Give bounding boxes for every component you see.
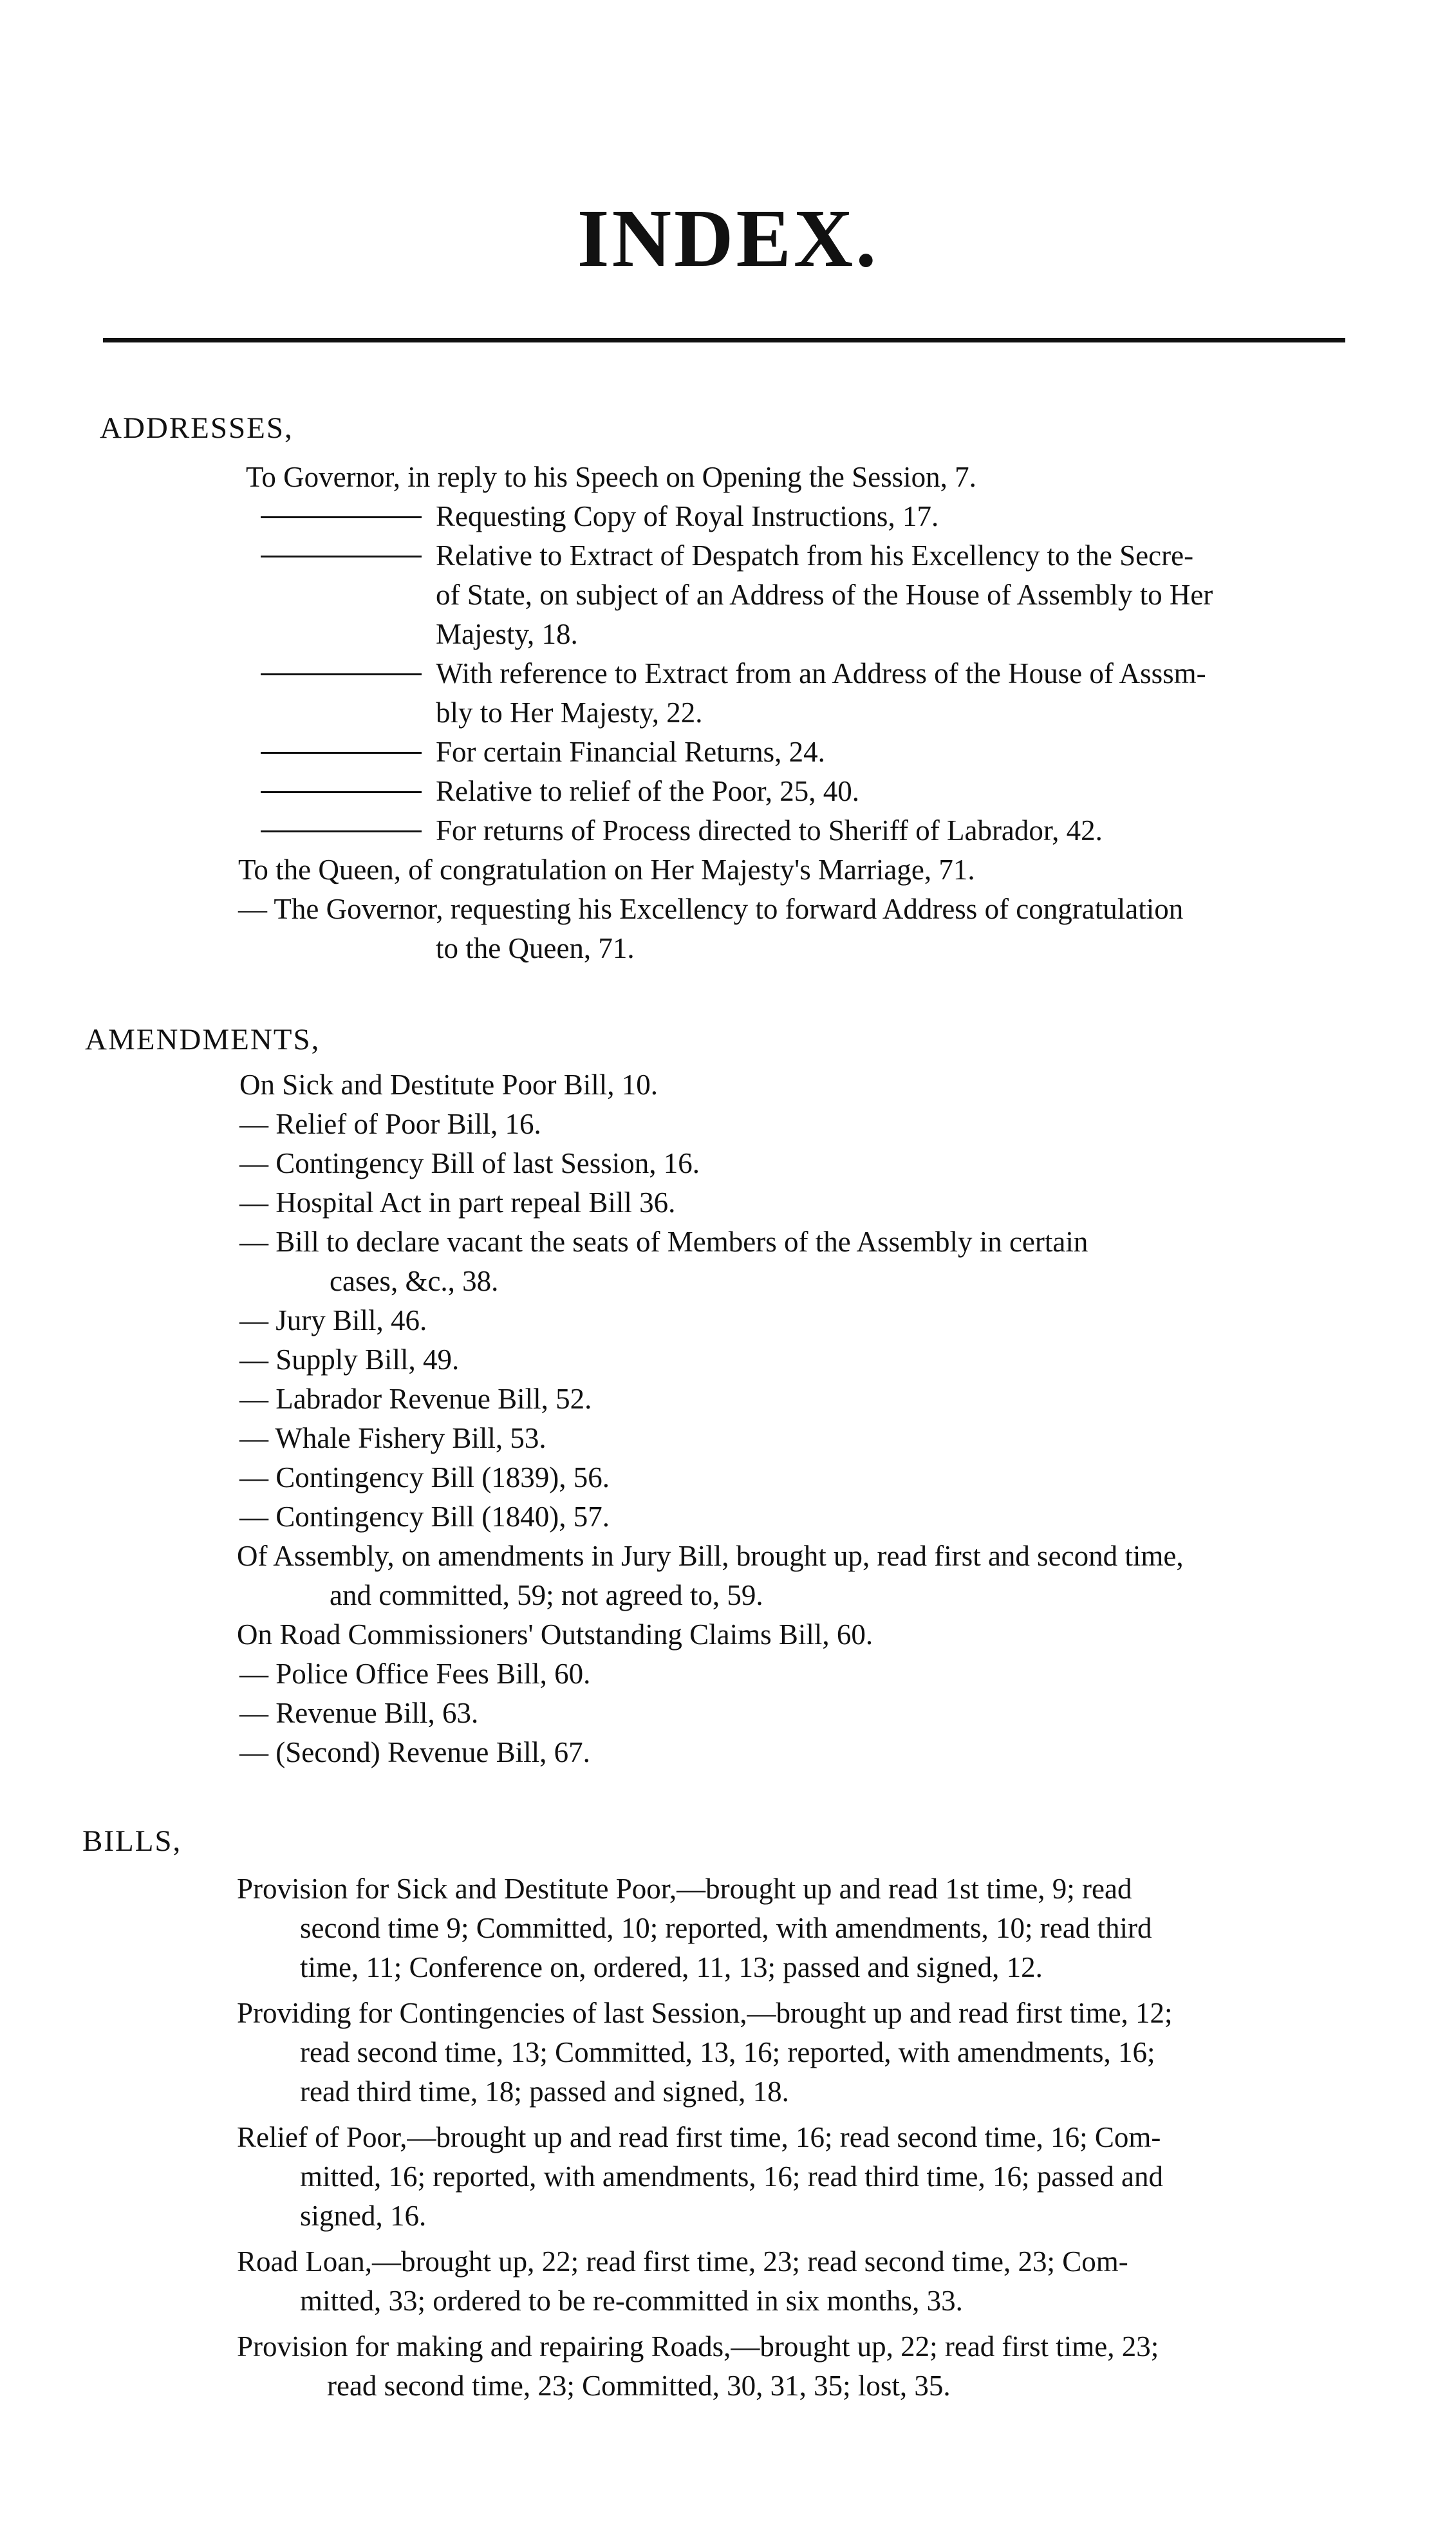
amendment-entry: — Contingency Bill of last Session, 16. — [239, 1147, 700, 1179]
amendment-entry: — Revenue Bill, 63. — [239, 1697, 479, 1729]
address-entry: To Governor, in reply to his Speech on Opening the Session, 7. — [246, 461, 976, 493]
bill-entry: Provision for making and repairing Roads,—brought up, 22; read first time, 23; — [237, 2330, 1159, 2363]
amendment-entry: — Contingency Bill (1840), 57. — [239, 1501, 610, 1533]
amendment-entry: — Relief of Poor Bill, 16. — [239, 1108, 541, 1140]
ditto-rule — [261, 516, 422, 518]
bill-continuation: mitted, 16; reported, with amendments, 16; read third time, 16; passed and — [300, 2160, 1163, 2193]
address-entry: For returns of Process directed to Sheriff of Labrador, 42. — [261, 810, 1103, 850]
bill-continuation: signed, 16. — [300, 2200, 427, 2232]
address-entry: Relative to Extract of Despatch from his Excellency to the Secre- — [261, 536, 1193, 576]
bill-continuation: time, 11; Conference on, ordered, 11, 13; passed and signed, 12. — [300, 1951, 1043, 1983]
amendment-entry: On Road Commissioners' Outstanding Claims Bill, 60. — [237, 1618, 873, 1651]
address-entry: To the Queen, of congratulation on Her Majesty's Marriage, 71. — [238, 854, 975, 886]
ditto-rule — [261, 791, 422, 793]
bill-entry: Providing for Contingencies of last Session,—brought up and read first time, 12; — [237, 1997, 1173, 2029]
amendment-entry: — Police Office Fees Bill, 60. — [239, 1658, 591, 1690]
address-continuation: of State, on subject of an Address of the House of Assembly to Her — [436, 579, 1213, 611]
ditto-rule — [261, 752, 422, 754]
ditto-rule — [261, 830, 422, 832]
bill-continuation: read second time, 13; Committed, 13, 16; reported, with amendments, 16; — [300, 2036, 1155, 2068]
bill-continuation: second time 9; Committed, 10; reported, with amendments, 10; read third — [300, 1912, 1152, 1944]
ditto-rule — [261, 673, 422, 675]
amendment-entry: On Sick and Destitute Poor Bill, 10. — [239, 1069, 658, 1101]
address-continuation: bly to Her Majesty, 22. — [436, 697, 703, 729]
bills-heading: BILLS, — [82, 1824, 182, 1858]
amendment-entry: — Labrador Revenue Bill, 52. — [239, 1383, 592, 1415]
address-continuation: to the Queen, 71. — [436, 932, 635, 964]
address-entry: Relative to relief of the Poor, 25, 40. — [261, 771, 859, 811]
amendment-entry: — Bill to declare vacant the seats of Members of the Assembly in certain — [239, 1226, 1088, 1258]
address-entry: — The Governor, requesting his Excellency to forward Address of congratulation — [238, 893, 1184, 925]
address-entry: With reference to Extract from an Address of the House of Asssm- — [261, 653, 1206, 693]
address-entry: For certain Financial Returns, 24. — [261, 732, 825, 772]
amendment-entry: — (Second) Revenue Bill, 67. — [239, 1736, 590, 1768]
amendment-entry: Of Assembly, on amendments in Jury Bill, brought up, read first and second time, — [237, 1540, 1184, 1572]
bill-continuation: read second time, 23; Committed, 30, 31, 35; lost, 35. — [327, 2370, 951, 2402]
amendment-entry: — Whale Fishery Bill, 53. — [239, 1422, 546, 1454]
amendment-continuation: cases, &c., 38. — [330, 1265, 499, 1297]
bill-entry: Road Loan,—brought up, 22; read first time, 23; read second time, 23; Com- — [237, 2245, 1128, 2278]
amendment-entry: — Supply Bill, 49. — [239, 1343, 460, 1376]
amendment-entry: — Jury Bill, 46. — [239, 1304, 427, 1336]
addresses-heading: ADDRESSES, — [100, 411, 294, 445]
bill-entry: Provision for Sick and Destitute Poor,—brought up and read 1st time, 9; read — [237, 1873, 1132, 1905]
bill-continuation: mitted, 33; ordered to be re-committed in six months, 33. — [300, 2285, 963, 2317]
bill-entry: Relief of Poor,—brought up and read first time, 16; read second time, 16; Com- — [237, 2121, 1161, 2153]
title-rule — [103, 338, 1345, 342]
ditto-rule — [261, 556, 422, 557]
amendment-entry: — Contingency Bill (1839), 56. — [239, 1461, 610, 1493]
amendments-heading: AMENDMENTS, — [85, 1023, 321, 1056]
page-title: INDEX. — [577, 192, 879, 284]
bill-continuation: read third time, 18; passed and signed, 18. — [300, 2075, 789, 2108]
address-continuation: Majesty, 18. — [436, 618, 578, 650]
address-entry: Requesting Copy of Royal Instructions, 17. — [261, 496, 938, 536]
amendment-entry: — Hospital Act in part repeal Bill 36. — [239, 1186, 676, 1219]
amendment-continuation: and committed, 59; not agreed to, 59. — [330, 1579, 763, 1611]
